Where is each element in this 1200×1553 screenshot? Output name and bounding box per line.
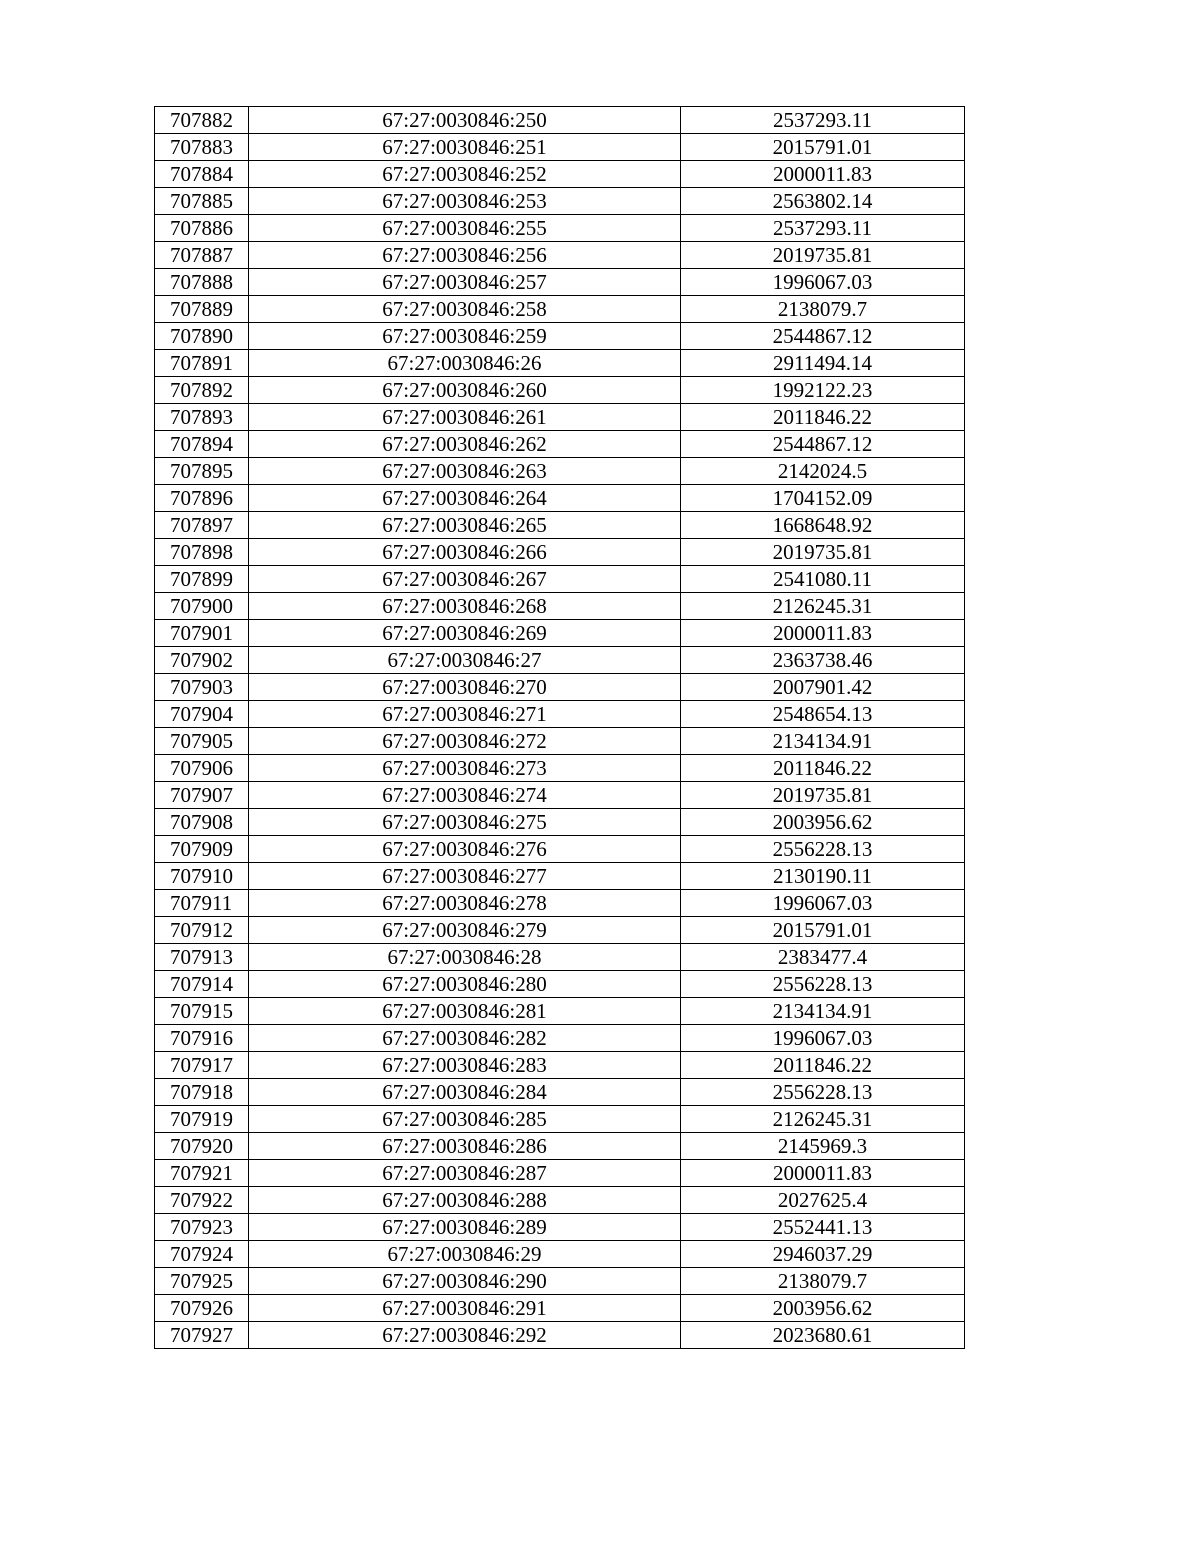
row-id-cell: 707887 [155,242,249,269]
cadastral-value-cell: 2019735.81 [681,242,965,269]
cadastral-value-cell: 2011846.22 [681,404,965,431]
cadastral-number-cell: 67:27:0030846:273 [249,755,681,782]
cadastral-value-cell: 2000011.83 [681,161,965,188]
cadastral-number-cell: 67:27:0030846:258 [249,296,681,323]
table-row [155,215,965,242]
table-row [155,323,965,350]
table-row [155,647,965,674]
row-id-cell: 707915 [155,998,249,1025]
cadastral-value-cell: 2363738.46 [681,647,965,674]
cadastral-value-cell: 2003956.62 [681,809,965,836]
row-id-cell: 707894 [155,431,249,458]
row-id-cell: 707927 [155,1322,249,1349]
cadastral-number-cell: 67:27:0030846:263 [249,458,681,485]
row-id-cell: 707890 [155,323,249,350]
table-row [155,890,965,917]
table-row [155,1295,965,1322]
table-row [155,917,965,944]
table-row [155,971,965,998]
row-id-cell: 707914 [155,971,249,998]
cadastral-number-cell: 67:27:0030846:284 [249,1079,681,1106]
table-row [155,1052,965,1079]
cadastral-number-cell: 67:27:0030846:264 [249,485,681,512]
cadastral-number-cell: 67:27:0030846:250 [249,107,681,134]
cadastral-value-cell: 2537293.11 [681,215,965,242]
row-id-cell: 707883 [155,134,249,161]
cadastral-number-cell: 67:27:0030846:285 [249,1106,681,1133]
cadastral-value-cell: 2027625.4 [681,1187,965,1214]
row-id-cell: 707891 [155,350,249,377]
row-id-cell: 707912 [155,917,249,944]
cadastral-value-cell: 2015791.01 [681,134,965,161]
cadastral-value-cell: 2541080.11 [681,566,965,593]
cadastral-value-cell: 2007901.42 [681,674,965,701]
table-row [155,1025,965,1052]
cadastral-number-cell: 67:27:0030846:260 [249,377,681,404]
row-id-cell: 707889 [155,296,249,323]
cadastral-number-cell: 67:27:0030846:269 [249,620,681,647]
table-row [155,782,965,809]
cadastral-value-cell: 2011846.22 [681,1052,965,1079]
cadastral-number-cell: 67:27:0030846:265 [249,512,681,539]
row-id-cell: 707920 [155,1133,249,1160]
row-id-cell: 707917 [155,1052,249,1079]
cadastral-value-cell: 1996067.03 [681,890,965,917]
cadastral-value-cell: 2544867.12 [681,431,965,458]
cadastral-number-cell: 67:27:0030846:277 [249,863,681,890]
cadastral-value-cell: 2003956.62 [681,1295,965,1322]
cadastral-number-cell: 67:27:0030846:266 [249,539,681,566]
cadastral-number-cell: 67:27:0030846:290 [249,1268,681,1295]
cadastral-number-cell: 67:27:0030846:253 [249,188,681,215]
cadastral-number-cell: 67:27:0030846:267 [249,566,681,593]
cadastral-number-cell: 67:27:0030846:280 [249,971,681,998]
table-row [155,1187,965,1214]
row-id-cell: 707897 [155,512,249,539]
row-id-cell: 707900 [155,593,249,620]
cadastral-number-cell: 67:27:0030846:271 [249,701,681,728]
cadastral-number-cell: 67:27:0030846:292 [249,1322,681,1349]
row-id-cell: 707918 [155,1079,249,1106]
row-id-cell: 707916 [155,1025,249,1052]
table-row [155,1106,965,1133]
cadastral-value-cell: 2946037.29 [681,1241,965,1268]
cadastral-value-cell: 2130190.11 [681,863,965,890]
row-id-cell: 707910 [155,863,249,890]
cadastral-number-cell: 67:27:0030846:28 [249,944,681,971]
cadastral-number-cell: 67:27:0030846:279 [249,917,681,944]
cadastral-number-cell: 67:27:0030846:27 [249,647,681,674]
cadastral-value-cell: 2126245.31 [681,1106,965,1133]
row-id-cell: 707895 [155,458,249,485]
cadastral-number-cell: 67:27:0030846:291 [249,1295,681,1322]
cadastral-number-cell: 67:27:0030846:276 [249,836,681,863]
table-row [155,674,965,701]
cadastral-number-cell: 67:27:0030846:272 [249,728,681,755]
cadastral-number-cell: 67:27:0030846:26 [249,350,681,377]
table-row [155,593,965,620]
row-id-cell: 707884 [155,161,249,188]
cadastral-value-cell: 1996067.03 [681,1025,965,1052]
row-id-cell: 707905 [155,728,249,755]
cadastral-number-cell: 67:27:0030846:289 [249,1214,681,1241]
cadastral-number-cell: 67:27:0030846:278 [249,890,681,917]
cadastral-value-cell: 2544867.12 [681,323,965,350]
table-row [155,620,965,647]
cadastral-number-cell: 67:27:0030846:286 [249,1133,681,1160]
row-id-cell: 707904 [155,701,249,728]
table-row [155,944,965,971]
cadastral-value-cell: 2126245.31 [681,593,965,620]
table-row [155,1214,965,1241]
table-row [155,809,965,836]
cadastral-value-cell: 2552441.13 [681,1214,965,1241]
cadastral-number-cell: 67:27:0030846:257 [249,269,681,296]
cadastral-number-cell: 67:27:0030846:275 [249,809,681,836]
cadastral-value-cell: 1992122.23 [681,377,965,404]
cadastral-number-cell: 67:27:0030846:274 [249,782,681,809]
row-id-cell: 707922 [155,1187,249,1214]
cadastral-value-cell: 2563802.14 [681,188,965,215]
cadastral-number-cell: 67:27:0030846:268 [249,593,681,620]
row-id-cell: 707913 [155,944,249,971]
row-id-cell: 707901 [155,620,249,647]
cadastral-value-cell: 2383477.4 [681,944,965,971]
row-id-cell: 707907 [155,782,249,809]
table-row [155,998,965,1025]
table-body [155,107,965,1349]
table-row [155,836,965,863]
cadastral-value-cell: 2537293.11 [681,107,965,134]
cadastral-value-cell: 2556228.13 [681,1079,965,1106]
row-id-cell: 707903 [155,674,249,701]
cadastral-value-table [154,106,965,1349]
row-id-cell: 707886 [155,215,249,242]
table-row [155,539,965,566]
cadastral-value-cell: 2011846.22 [681,755,965,782]
row-id-cell: 707926 [155,1295,249,1322]
table-row [155,1079,965,1106]
cadastral-number-cell: 67:27:0030846:262 [249,431,681,458]
table-row [155,701,965,728]
cadastral-number-cell: 67:27:0030846:255 [249,215,681,242]
cadastral-value-cell: 2134134.91 [681,728,965,755]
table-row [155,1160,965,1187]
cadastral-value-cell: 2023680.61 [681,1322,965,1349]
cadastral-number-cell: 67:27:0030846:282 [249,1025,681,1052]
cadastral-value-cell: 2911494.14 [681,350,965,377]
cadastral-number-cell: 67:27:0030846:256 [249,242,681,269]
table-row [155,1133,965,1160]
row-id-cell: 707896 [155,485,249,512]
row-id-cell: 707892 [155,377,249,404]
cadastral-value-cell: 2015791.01 [681,917,965,944]
row-id-cell: 707923 [155,1214,249,1241]
cadastral-number-cell: 67:27:0030846:287 [249,1160,681,1187]
cadastral-value-cell: 1996067.03 [681,269,965,296]
table-row [155,188,965,215]
table-row [155,296,965,323]
cadastral-value-cell: 1668648.92 [681,512,965,539]
row-id-cell: 707898 [155,539,249,566]
table-row [155,1322,965,1349]
table-row [155,458,965,485]
table-row [155,755,965,782]
row-id-cell: 707924 [155,1241,249,1268]
cadastral-value-cell: 2142024.5 [681,458,965,485]
row-id-cell: 707899 [155,566,249,593]
cadastral-value-cell: 2000011.83 [681,620,965,647]
table-row [155,863,965,890]
table-row [155,161,965,188]
table-row [155,377,965,404]
cadastral-value-cell: 2556228.13 [681,836,965,863]
cadastral-number-cell: 67:27:0030846:259 [249,323,681,350]
cadastral-number-cell: 67:27:0030846:29 [249,1241,681,1268]
table-row [155,242,965,269]
cadastral-number-cell: 67:27:0030846:261 [249,404,681,431]
row-id-cell: 707888 [155,269,249,296]
cadastral-value-cell: 2145969.3 [681,1133,965,1160]
table-row [155,485,965,512]
table-row [155,512,965,539]
row-id-cell: 707906 [155,755,249,782]
table-row [155,1268,965,1295]
cadastral-number-cell: 67:27:0030846:288 [249,1187,681,1214]
row-id-cell: 707882 [155,107,249,134]
cadastral-value-cell: 2138079.7 [681,296,965,323]
cadastral-value-cell: 2134134.91 [681,998,965,1025]
table-row [155,1241,965,1268]
row-id-cell: 707893 [155,404,249,431]
row-id-cell: 707911 [155,890,249,917]
cadastral-number-cell: 67:27:0030846:281 [249,998,681,1025]
row-id-cell: 707909 [155,836,249,863]
table-row [155,404,965,431]
table-row [155,728,965,755]
cadastral-number-cell: 67:27:0030846:283 [249,1052,681,1079]
table-row [155,134,965,161]
table-row [155,350,965,377]
cadastral-value-cell: 2019735.81 [681,539,965,566]
cadastral-number-cell: 67:27:0030846:252 [249,161,681,188]
row-id-cell: 707885 [155,188,249,215]
cadastral-value-cell: 2138079.7 [681,1268,965,1295]
table-row [155,269,965,296]
table-row [155,107,965,134]
cadastral-value-cell: 2019735.81 [681,782,965,809]
table-row [155,566,965,593]
cadastral-value-cell: 2000011.83 [681,1160,965,1187]
cadastral-number-cell: 67:27:0030846:270 [249,674,681,701]
row-id-cell: 707908 [155,809,249,836]
row-id-cell: 707902 [155,647,249,674]
cadastral-value-cell: 2556228.13 [681,971,965,998]
table-row [155,431,965,458]
row-id-cell: 707925 [155,1268,249,1295]
cadastral-number-cell: 67:27:0030846:251 [249,134,681,161]
row-id-cell: 707919 [155,1106,249,1133]
cadastral-value-cell: 2548654.13 [681,701,965,728]
row-id-cell: 707921 [155,1160,249,1187]
cadastral-value-cell: 1704152.09 [681,485,965,512]
